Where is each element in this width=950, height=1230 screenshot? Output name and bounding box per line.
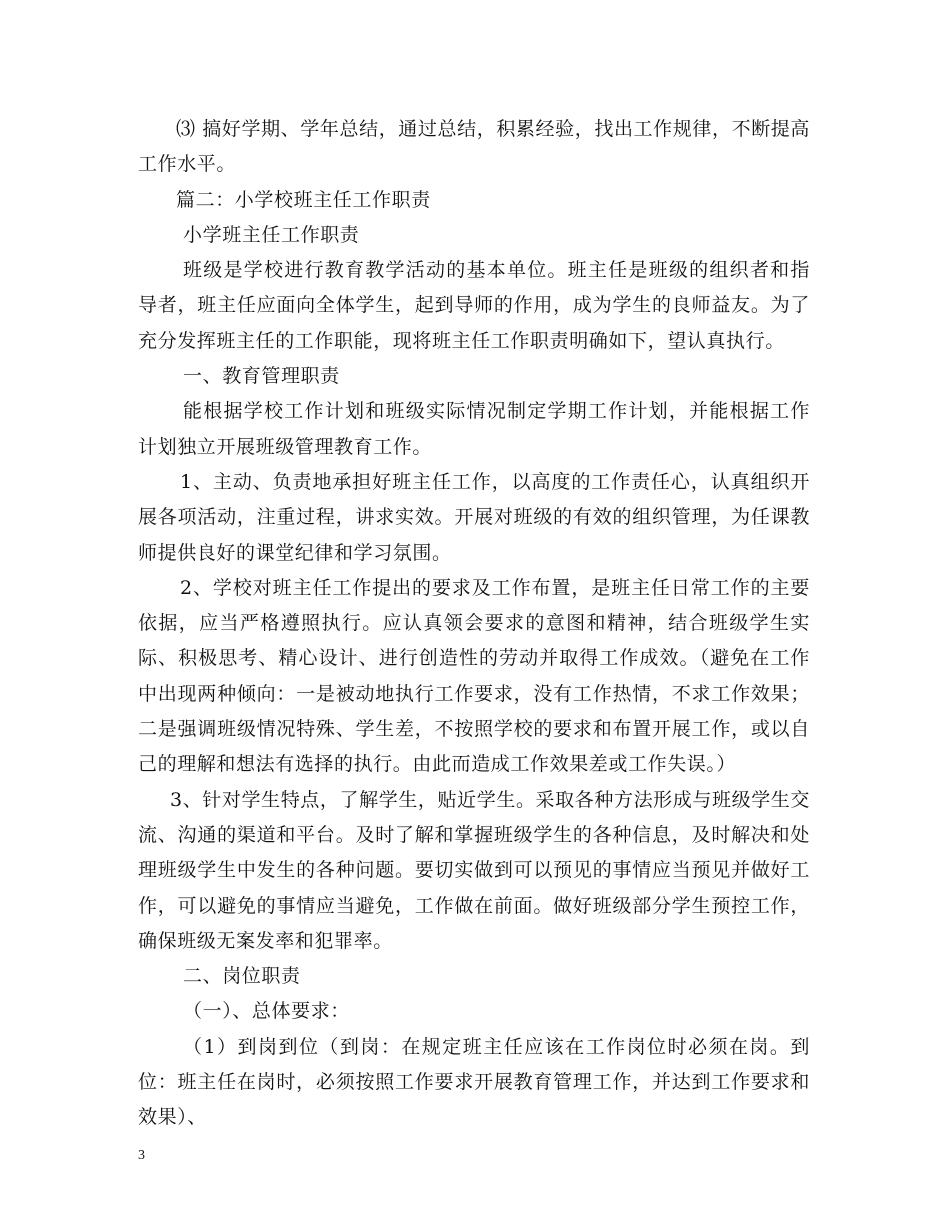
paragraph-item-3: 3、针对学生特点，了解学生，贴近学生。采取各种方法形成与班级学生交流、沟通的渠道和平台。及时了解和掌握班级学生的各种信息，及时解决和处理班级学生中发生的各种问题。要切实做到可以预见的事情应当预见并做好工作，可以避免的事情应当避免，工作做在前面。做好班级部分学生预控工作，确保班级无案发率和犯罪率。 [138,788,810,952]
subheading-general-requirements: （一）、总体要求： [183,1000,350,1023]
page-number: 3 [138,1148,145,1163]
document-subtitle: 小学班主任工作职责 [183,223,360,246]
heading-post-duties: 二、岗位职责 [183,965,301,988]
paragraph-summary: ⑶ 搞好学期、学年总结，通过总结，积累经验，找出工作规律，不断提高工作水平。 [138,118,810,176]
document-body [138,112,810,1136]
section-title-part2: 篇二：小学校班主任工作职责 [176,188,431,211]
paragraph-item-1: 1、主动、负责地承担好班主任工作，以高度的工作责任心，认真组织开展各项活动，注重过程，讲求实效。开展对班级的有效的组织管理，为任课教师提供良好的课堂纪律和学习氛围。 [138,470,810,564]
paragraph-item-2: 2、学校对班主任工作提出的要求及工作布置，是班主任日常工作的主要依据，应当严格遵照执行。应认真领会要求的意图和精神，结合班级学生实际、积极思考、精心设计、进行创造性的劳动并取得工作成效。（避免在工作中出现两种倾向：一是被动地执行工作要求，没有工作热情，不求工作效果；二是强调班级情况特殊、学生差，不按照学校的要求和布置开展工作，或以自己的理解和想法有选择的执行。由此而造成工作效果差或工作失误。） [138,576,810,776]
paragraph-intro: 班级是学校进行教育教学活动的基本单位。班主任是班级的组织者和指导者，班主任应面向全体学生，起到导师的作用，成为学生的良师益友。为了充分发挥班主任的工作职能，现将班主任工作职责明确如下，望认真执行。 [138,259,810,352]
paragraph-on-duty: （1）到岗到位（到岗：在规定班主任应该在工作岗位时必须在岗。到位：班主任在岗时，必须按照工作要求开展教育管理工作，并达到工作要求和效果）、 [138,1035,810,1129]
paragraph-plan: 能根据学校工作计划和班级实际情况制定学期工作计划，并能根据工作计划独立开展班级管理教育工作。 [138,400,810,458]
heading-education-management: 一、教育管理职责 [183,365,340,388]
